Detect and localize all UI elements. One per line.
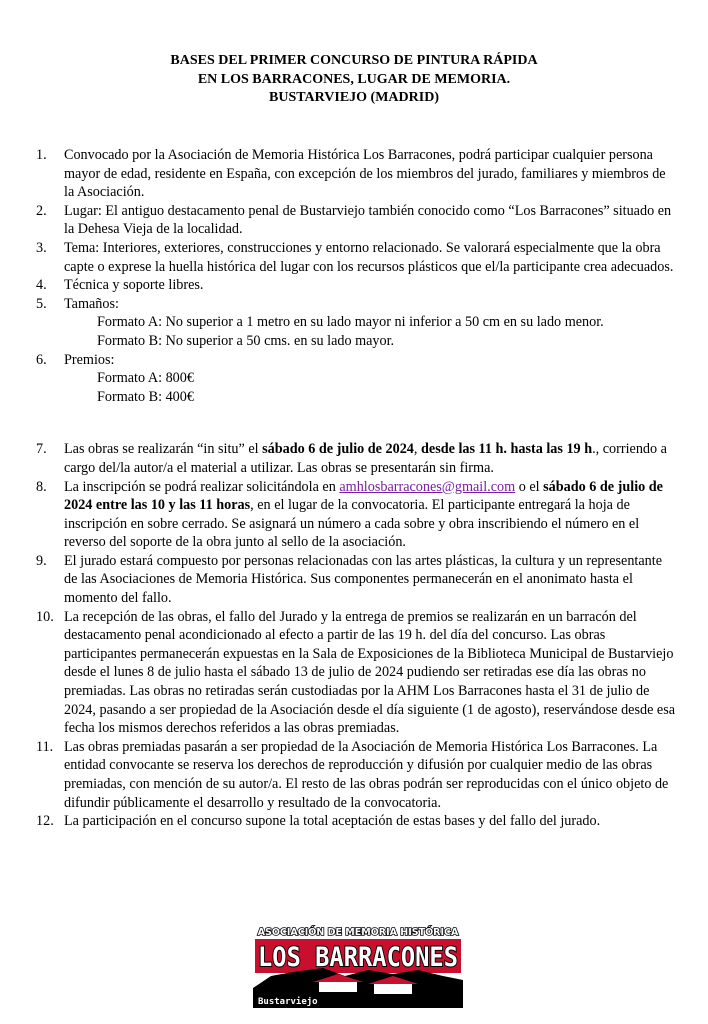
title-line-2: EN LOS BARRACONES, LUGAR DE MEMORIA. [197, 71, 511, 87]
title-line-3: BUSTARVIEJO (MADRID) [269, 90, 439, 105]
rule-item: 5. Tamaños: Formato A: No superior a 1 metro en su lado mayor ni inferior a 50 cm en su lado menor. Formato B: No superior a 50 cms. en su lado mayor. [36, 295, 676, 351]
rule-item: 10. La recepción de las obras, el fallo del Jurado y la entrega de premios se realizarán en un barracón del destacamento penal acondicionado al efecto a partir de las 19 h. del día del concurso. Las obras participantes permanecerán expuestas en la Sala de Exposiciones de la Biblioteca Municipal de Bustarviejo desde el lunes 8 de julio hasta el sábado 13 de julio de 2024 pudiendo ser retiradas ese día las obras no premiadas. Las obras no retiradas serán custodiadas por la AHM Los Barracones hasta el 31 de julio de 2024, pasando a ser propiedad de la Asociación desde el día siguiente (1 de agosto), reservándose desde esa fecha los mismos derechos referidos a las obras premiadas. [36, 608, 676, 737]
logo-barrack-2 [374, 984, 412, 994]
rule-item: 11. Las obras premiadas pasarán a ser propiedad de la Asociación de Memoria Histórica Los Barracones. La entidad convocante se reserva los derechos de reproducción y difusión por cualquier medio de las obras premiadas, con mención de su autor/a. El resto de las obras podrán ser reproducidas con el único objeto de difundir públicamente el desarrollo y resultado de la convocatoria. [36, 738, 669, 811]
title-line-1: BASES DEL PRIMER CONCURSO DE PINTURA RÁPIDA [170, 53, 538, 68]
rule-item: 2. Lugar: El antiguo destacamento penal de Bustarviejo también conocido como “Los Barracones” situado en la Dehesa Vieja de la localidad. [36, 202, 672, 238]
format-b-size: Formato B: No superior a 50 cms. en su lado mayor. [97, 332, 395, 349]
logo-top-text: ASOCIACIÓN DE MEMORIA HISTÓRICA [257, 927, 459, 938]
rule-item: 7. Las obras se realizarán “in situ” el sábado 6 de julio de 2024, desde las 11 h. hasta las 19 h., corriendo a cargo del/la autor/a el material a utilizar. Las obras se presentarán sin firma. [36, 441, 667, 476]
format-a-size: Formato A: No superior a 1 metro en su lado mayor ni inferior a 50 cm en su lado menor. [97, 314, 604, 331]
rule-item: 3. Tema: Interiores, exteriores, construcciones y entorno relacionado. Se valorará especialmente que la obra capte o exprese la huella histórica del lugar con los recursos plásticos que el/la participante crea adecuados. [36, 239, 674, 275]
logo-main-text: LOS BARRACONES [258, 942, 458, 973]
rule-item: 1. Convocado por la Asociación de Memoria Histórica Los Barracones, podrá participar cualquier persona mayor de edad, residente en España, con excepción de los miembros del jurado, familiares y miembros de la Asociación. [36, 147, 666, 201]
format-a-prize: Formato A: 800€ [97, 370, 194, 387]
logo-bottom-text: Bustarviejo [258, 997, 318, 1007]
rule-item: 9. El jurado estará compuesto por personas relacionadas con las artes plásticas, la cultura y un representante de las Asociaciones de Memoria Histórica. Sus componentes permanecerán en el anonimato hasta el momento del fallo. [36, 552, 663, 607]
document-title [0, 52, 708, 108]
format-b-prize: Formato B: 400€ [97, 388, 194, 405]
association-logo [253, 924, 463, 1008]
rule-item: 6. Premios: Formato A: 800€ Formato B: 400€ [36, 351, 676, 407]
logo-barrack-1 [319, 982, 357, 992]
rule-item: 8. La inscripción se podrá realizar solicitándola en amhlosbarracones@gmail.com o el sábado 6 de julio de 2024 entre las 10 y las 11 horas, en el lugar de la convocatoria. El participante entregará la hoja de inscripción en sobre cerrado. Se asignará un número a cada sobre y obra inscribiendo el número en el reverso del soporte de la obra junto al sello de la asociación. [36, 478, 663, 551]
rule-item: 4. Técnica y soporte libres. [36, 277, 204, 294]
email-link[interactable]: amhlosbarracones@gmail.com [339, 478, 516, 495]
spacer [36, 406, 676, 440]
rules-list [36, 146, 676, 831]
rule-item: 12. La participación en el concurso supone la total aceptación de estas bases y del fallo del jurado. [36, 813, 601, 830]
